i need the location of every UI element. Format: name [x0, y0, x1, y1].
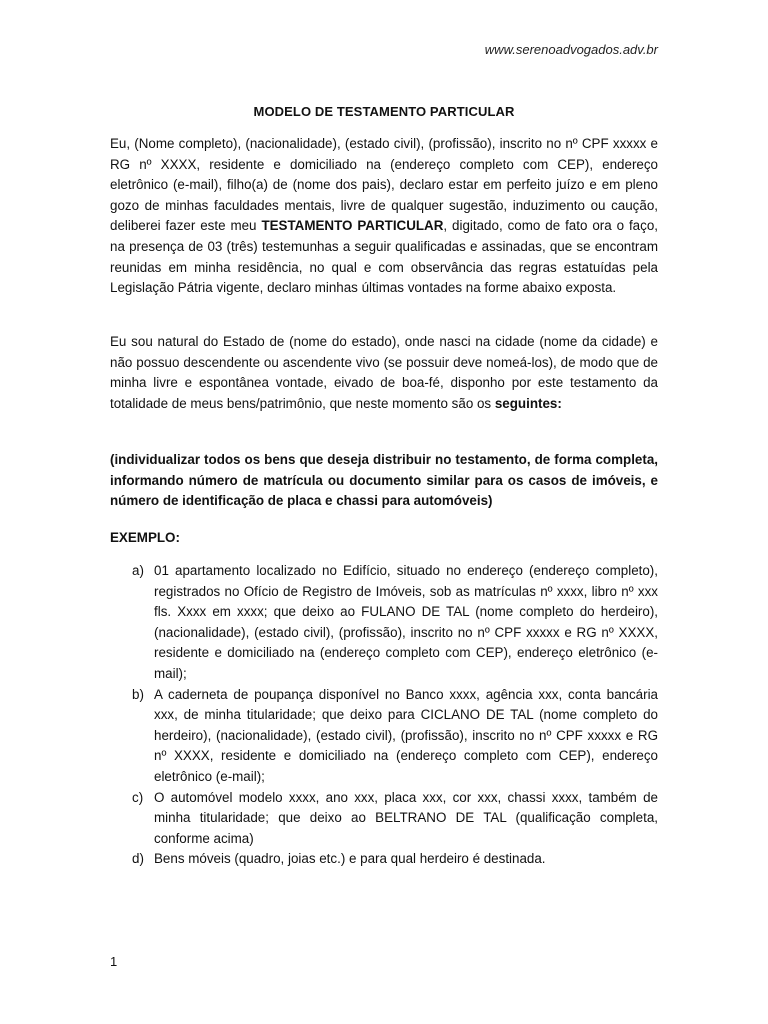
header-url: www.serenoadvogados.adv.br	[484, 42, 658, 57]
paragraph-1-bold-term: TESTAMENTO PARTICULAR	[261, 218, 444, 234]
list-item	[110, 788, 658, 850]
paragraph-identification	[110, 134, 658, 299]
paragraph-2-text: Eu sou natural do Estado de (nome do estado), onde nasci na cidade (nome da cidade) e não possuo descendente ou ascendente vivo (se possuir deve nomeá-los), de modo que de minha livre e espontânea vontade, eivado de boa-fé, disponho por este testamento da totalidade de meus bens/patrimônio, que neste momento são os	[110, 334, 658, 411]
paragraph-instruction: (individualizar todos os bens que deseja distribuir no testamento, de forma completa, informando número de matrícula ou documento similar para os casos de imóveis, e número de identificação de placa e chassi para automóveis)	[110, 452, 658, 509]
bequest-list	[110, 561, 658, 870]
list-item-text: O automóvel modelo xxxx, ano xxx, placa xxx, cor xxx, chassi xxxx, também de minha titularidade; que deixo ao BELTRANO DE TAL (qualificação completa, conforme acima)	[154, 789, 658, 846]
list-item-text: A caderneta de poupança disponível no Banco xxxx, agência xxx, conta bancária xxx, de minha titularidade; que deixo para CICLANO DE TAL (nome completo do herdeiro), (nacionalidade), (estado civil), (profissão), inscrito no nº CPF xxxxx e RG nº XXXX, residente e domiciliado na (endereço completo com CEP), endereço eletrônico (e-mail);	[154, 686, 658, 784]
list-marker: c)	[132, 789, 144, 805]
paragraph-2-bold-end: seguintes:	[494, 395, 562, 411]
list-item	[110, 849, 658, 870]
list-item-text: Bens móveis (quadro, joias etc.) e para qual herdeiro é destinada.	[154, 851, 546, 867]
document-title: MODELO DE TESTAMENTO PARTICULAR	[253, 104, 515, 119]
paragraph-1-text-end: , digitado, como de fato ora o faço, na presença de 03 (três) testemunhas a seguir qualificadas e assinadas, que se encontram reunidas em minha residência, no qual e com observância das regras estatuídas pela Legislação Pátria vigente, declaro minhas últimas vontades na forme abaixo exposta.	[110, 218, 658, 296]
list-item	[110, 685, 658, 788]
page-number: 1	[110, 954, 118, 969]
list-item-text: 01 apartamento localizado no Edifício, situado no endereço (endereço completo), registrados no Ofício de Registro de Imóveis, sob as matrículas nº xxxx, libro nº xxx fls. Xxxx em xxxx; que deixo ao FULANO DE TAL (nome completo do herdeiro), (nacionalidade), (estado civil), (profissão), inscrito no nº CPF xxxxx e RG nº XXXX, residente e domiciliado na (endereço completo com CEP), endereço eletrônico (e-mail);	[154, 563, 658, 681]
list-marker: d)	[132, 851, 144, 867]
list-marker: b)	[132, 686, 144, 702]
list-marker: a)	[132, 563, 144, 578]
list-item	[110, 561, 658, 685]
example-label: EXEMPLO:	[110, 530, 180, 545]
paragraph-origin	[110, 332, 658, 414]
paragraph-1-text-start: Eu, (Nome completo), (nacionalidade), (estado civil), (profissão), inscrito no nº CPF xxxxx e RG nº XXXX, residente e domiciliado na (endereço completo com CEP), endereço eletrônico (e-mail), filho(a) de (nome dos pais), declaro estar em perfeito juízo e em pleno gozo de minhas faculdades mentais, livre de qualquer sugestão, induzimento ou caução, deliberei fazer este meu	[110, 136, 658, 234]
